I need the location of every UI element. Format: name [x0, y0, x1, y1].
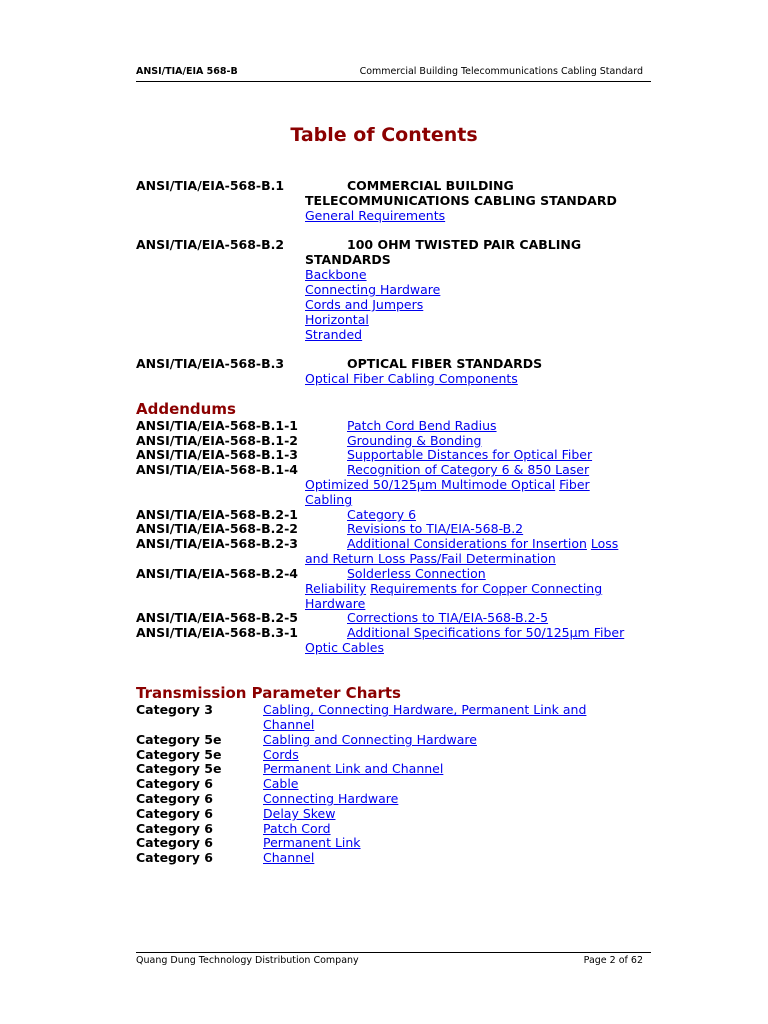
- chart-link[interactable]: Permanent Link and Channel: [263, 761, 444, 776]
- chart-link[interactable]: Connecting Hardware: [263, 791, 399, 806]
- toc-link-stranded[interactable]: Stranded: [305, 327, 363, 342]
- addendum-link[interactable]: Recognition of Category 6 & 850 Laser: [347, 462, 590, 477]
- page-header: [136, 66, 651, 82]
- chart-category: Category 5e: [136, 761, 222, 776]
- standard-name: COMMERCIAL BUILDING: [347, 178, 514, 193]
- chart-category: Category 6: [136, 806, 213, 821]
- addendum-link[interactable]: Solderless Connection: [347, 566, 486, 581]
- addendum-link[interactable]: Patch Cord Bend Radius: [347, 418, 497, 433]
- footer-left: Quang Dung Technology Distribution Company: [136, 955, 359, 966]
- chart-link[interactable]: Cabling, Connecting Hardware, Permanent Link and: [263, 702, 587, 717]
- chart-link[interactable]: Cords: [263, 747, 299, 762]
- addendum-link[interactable]: Supportable Distances for Optical Fiber: [347, 447, 593, 462]
- footer-page-number: Page 2 of 62: [583, 955, 643, 966]
- standard-name-cont: TELECOMMUNICATIONS CABLING STANDARD: [305, 193, 617, 208]
- addendum-link-cont: [305, 551, 556, 566]
- standard-code: ANSI/TIA/EIA-568-B.3: [136, 356, 285, 371]
- standard-name: OPTICAL FIBER STANDARDS: [347, 356, 543, 371]
- chart-category: Category 6: [136, 821, 213, 836]
- toc-link-backbone[interactable]: Backbone: [305, 267, 367, 282]
- chart-link[interactable]: Cable: [263, 776, 299, 791]
- addendum-link[interactable]: Additional Considerations for Insertion: [347, 536, 587, 551]
- toc-link-general-requirements[interactable]: General Requirements: [305, 208, 446, 223]
- addendum-link-cont: [305, 492, 352, 507]
- addendum-link-cont: [305, 581, 602, 596]
- chart-link[interactable]: Channel: [263, 717, 315, 732]
- standard-code: ANSI/TIA/EIA-568-B.1: [136, 178, 285, 193]
- chart-link[interactable]: Permanent Link: [263, 835, 361, 850]
- chart-category: Category 3: [136, 702, 213, 717]
- addendum-link[interactable]: and Return Loss Pass/Fail Determination: [305, 551, 556, 566]
- addendum-code: ANSI/TIA/EIA-568-B.1-3: [136, 447, 298, 462]
- addendum-link[interactable]: Revisions to TIA/EIA-568-B.2: [347, 521, 524, 536]
- chart-link[interactable]: Patch Cord: [263, 821, 331, 836]
- toc-link-connecting-hardware[interactable]: Connecting Hardware: [305, 282, 441, 297]
- chart-link[interactable]: Channel: [263, 850, 315, 865]
- header-right: Commercial Building Telecommunications Cabling Standard: [359, 66, 643, 77]
- chart-category: Category 6: [136, 791, 213, 806]
- charts-heading: Transmission Parameter Charts: [136, 684, 401, 702]
- standard-name: 100 OHM TWISTED PAIR CABLING: [347, 237, 582, 252]
- chart-link[interactable]: Cabling and Connecting Hardware: [263, 732, 477, 747]
- chart-category: Category 6: [136, 850, 213, 865]
- addendum-link[interactable]: Hardware: [305, 596, 366, 611]
- addendum-code: ANSI/TIA/EIA-568-B.2-1: [136, 507, 298, 522]
- addendum-link[interactable]: Optimized 50/125µm Multimode Optical: [305, 477, 556, 492]
- addendum-code: ANSI/TIA/EIA-568-B.2-3: [136, 536, 298, 551]
- chart-category: Category 6: [136, 776, 213, 791]
- page-title: Table of Contents: [290, 124, 478, 146]
- addendums-heading: Addendums: [136, 400, 236, 418]
- chart-category: Category 5e: [136, 732, 222, 747]
- addendum-link-line: [347, 536, 618, 551]
- addendum-link[interactable]: Loss: [590, 536, 619, 551]
- addendum-link[interactable]: Fiber: [559, 477, 590, 492]
- addendum-link[interactable]: Additional Specifications for 50/125µm Fiber: [347, 625, 625, 640]
- addendum-link[interactable]: Category 6: [347, 507, 417, 522]
- addendum-code: ANSI/TIA/EIA-568-B.1-2: [136, 433, 298, 448]
- addendum-link-cont: [305, 477, 590, 492]
- addendum-code: ANSI/TIA/EIA-568-B.1-4: [136, 462, 298, 477]
- standard-code: ANSI/TIA/EIA-568-B.2: [136, 237, 285, 252]
- chart-category: Category 6: [136, 835, 213, 850]
- addendum-link[interactable]: Requirements for Copper Connecting: [370, 581, 603, 596]
- addendum-code: ANSI/TIA/EIA-568-B.2-5: [136, 610, 298, 625]
- toc-link-optical-fiber-components[interactable]: Optical Fiber Cabling Components: [305, 371, 518, 386]
- addendum-link[interactable]: Reliability: [305, 581, 367, 596]
- page-footer: [136, 952, 651, 968]
- standard-name-cont: STANDARDS: [305, 252, 391, 267]
- addendum-code: ANSI/TIA/EIA-568-B.1-1: [136, 418, 298, 433]
- addendum-code: ANSI/TIA/EIA-568-B.3-1: [136, 625, 298, 640]
- addendum-link[interactable]: Cabling: [305, 492, 353, 507]
- addendum-link[interactable]: Corrections to TIA/EIA-568-B.2-5: [347, 610, 549, 625]
- toc-link-horizontal[interactable]: Horizontal: [305, 312, 369, 327]
- chart-category: Category 5e: [136, 747, 222, 762]
- addendum-link[interactable]: Optic Cables: [305, 640, 384, 655]
- toc-link-cords-jumpers[interactable]: Cords and Jumpers: [305, 297, 424, 312]
- addendum-code: ANSI/TIA/EIA-568-B.2-4: [136, 566, 298, 581]
- addendum-link[interactable]: Grounding & Bonding: [347, 433, 482, 448]
- header-left: ANSI/TIA/EIA 568-B: [136, 66, 238, 77]
- addendum-code: ANSI/TIA/EIA-568-B.2-2: [136, 521, 298, 536]
- addendum-link-cont: [305, 596, 365, 611]
- chart-link[interactable]: Delay Skew: [263, 806, 336, 821]
